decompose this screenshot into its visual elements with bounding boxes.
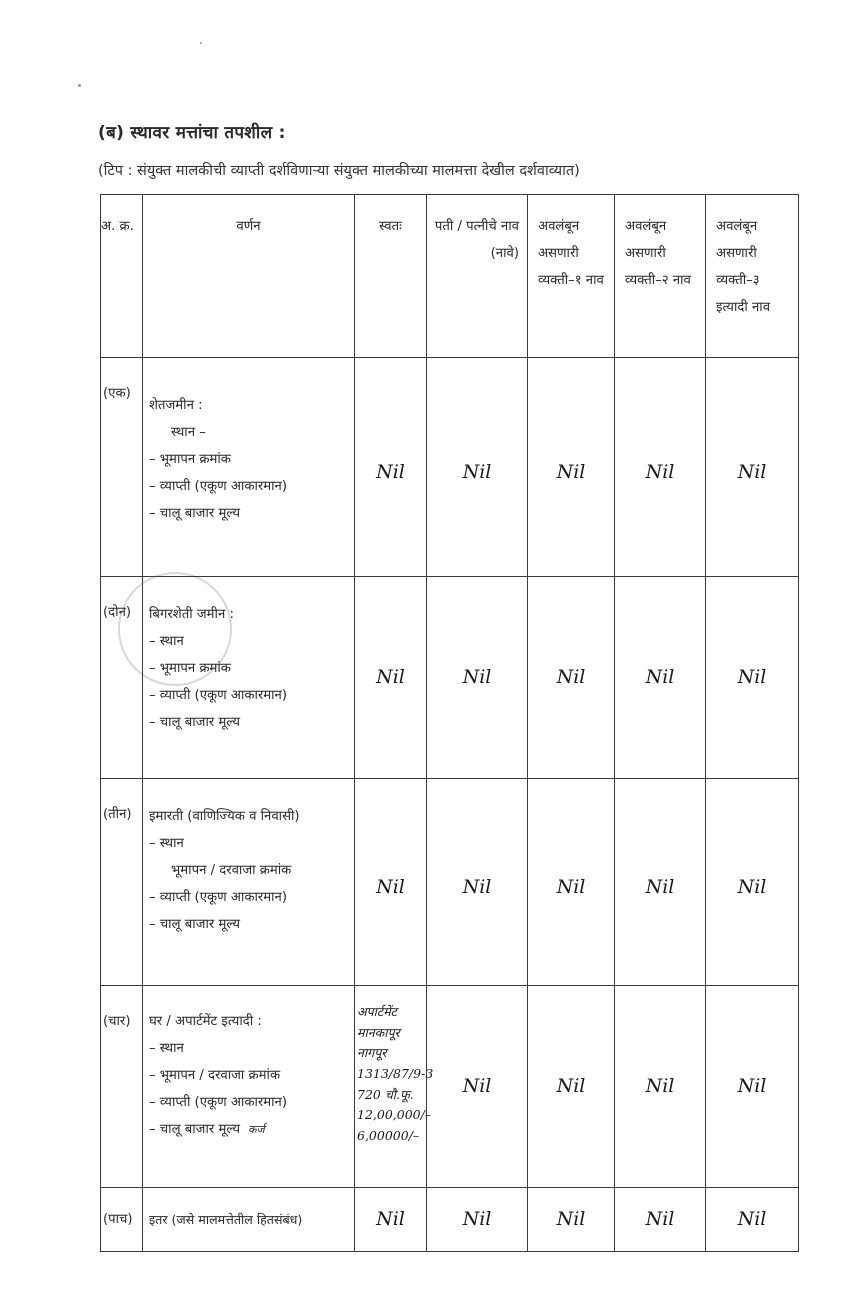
description-line: – व्याप्ती (एकूण आकारमान) [149, 479, 288, 495]
description-line: – चालू बाजार मूल्य [149, 917, 241, 933]
description-line: – चालू बाजार मूल्य [149, 506, 241, 522]
header-dependent-3: अवलंबून असणारी व्यक्ती–३ इत्यादी नाव [706, 195, 799, 358]
apartment-detail-line: नागपूर [357, 1045, 387, 1061]
immovable-assets-table [100, 194, 799, 1252]
dependent-2-value: Nil [615, 358, 706, 577]
spouse-value: Nil [427, 577, 528, 779]
description-line: – स्थान [149, 1041, 184, 1057]
dependent-3-value: Nil [706, 577, 799, 779]
description-line: इतर (जसे मालमत्तेतील हितसंबंध) [149, 1211, 303, 1227]
header-description: वर्णन [143, 195, 355, 358]
section-heading: (ब) स्थावर मत्तांचा तपशील : [98, 123, 286, 143]
header-sr: अ. क्र. [101, 195, 143, 358]
apartment-detail-line: अपार्टमेंट [357, 1004, 397, 1019]
apartment-detail-line: मानकापूर [357, 1024, 400, 1040]
row-description [143, 1188, 355, 1252]
spouse-value: Nil [427, 1188, 528, 1252]
spouse-value: Nil [427, 779, 528, 986]
table-row [101, 986, 799, 1188]
dependent-3-value: Nil [706, 986, 799, 1188]
table-header-row [101, 195, 799, 358]
apartment-detail-line: 12,00,000/– [357, 1107, 432, 1123]
apartment-detail-line: 1313/87/9-3 [357, 1065, 434, 1081]
table-row [101, 779, 799, 986]
dependent-2-value: Nil [615, 577, 706, 779]
dependent-1-value: Nil [528, 986, 615, 1188]
description-line: – व्याप्ती (एकूण आकारमान) [149, 1095, 288, 1111]
description-line: इमारती (वाणिज्यिक व निवासी) [149, 809, 300, 824]
description-line: – व्याप्ती (एकूण आकारमान) [149, 890, 288, 906]
dependent-2-value: Nil [615, 986, 706, 1188]
row-sr: (एक) [101, 358, 143, 577]
self-value: Nil [355, 779, 427, 986]
description-line: – व्याप्ती (एकूण आकारमान) [149, 688, 288, 704]
apartment-detail-line: 720 चौ.फू. [357, 1086, 414, 1102]
section-note: (टिप : संयुक्त मालकीची व्याप्ती दर्शविणाऱ्या संयुक्त मालकीच्या मालमत्ता देखील दर्शवाव्यात) [98, 163, 580, 179]
description-line: – चालू बाजार मूल्य [149, 715, 241, 731]
dependent-2-value: Nil [615, 1188, 706, 1252]
table-row [101, 358, 799, 577]
dependent-3-value: Nil [706, 358, 799, 577]
description-line: भूमापन / दरवाजा क्रमांक [171, 863, 292, 879]
row-sr: (तीन) [101, 779, 143, 986]
description-line: घर / अपार्टमेंट इत्यादी : [149, 1014, 262, 1029]
description-line: – स्थान [149, 836, 184, 852]
spouse-value: Nil [427, 358, 528, 577]
row-description [143, 358, 355, 577]
self-value: Nil [355, 577, 427, 779]
dependent-3-value: Nil [706, 1188, 799, 1252]
description-line: – भूमापन क्रमांक [149, 661, 231, 677]
description-line [149, 1116, 354, 1143]
row-sr: (चार) [101, 986, 143, 1188]
description-line: शेतजमीन : [149, 398, 203, 413]
table-row [101, 1188, 799, 1252]
spouse-value: Nil [427, 986, 528, 1188]
scan-speck [78, 84, 81, 87]
description-line-text: – चालू बाजार मूल्य [149, 1122, 241, 1138]
row-description [143, 577, 355, 779]
dependent-1-value: Nil [528, 577, 615, 779]
header-dependent-2: अवलंबून असणारी व्यक्ती–२ नाव [615, 195, 706, 358]
dependent-2-value: Nil [615, 779, 706, 986]
description-line: – भूमापन क्रमांक [149, 452, 231, 468]
apartment-detail-line: 6,00000/– [357, 1127, 420, 1143]
description-line: स्थान – [171, 425, 206, 441]
row-description [143, 779, 355, 986]
dependent-3-value: Nil [706, 779, 799, 986]
description-line: बिगरशेती जमीन : [149, 607, 234, 622]
dependent-1-value: Nil [528, 1188, 615, 1252]
row-sr: (दोन) [101, 577, 143, 779]
self-value: Nil [355, 1188, 427, 1252]
row-description [143, 986, 355, 1188]
table-row [101, 577, 799, 779]
header-dependent-1: अवलंबून असणारी व्यक्ती–१ नाव [528, 195, 615, 358]
handwritten-note: कर्ज [248, 1123, 265, 1137]
row-sr: (पाच) [101, 1188, 143, 1252]
dependent-1-value: Nil [528, 779, 615, 986]
description-line: – स्थान [149, 634, 184, 650]
dependent-1-value: Nil [528, 358, 615, 577]
header-spouse: पती / पत्नीचे नाव (नावे) [427, 195, 528, 358]
header-self: स्वतः [355, 195, 427, 358]
self-apartment-details [355, 986, 434, 1188]
self-value: Nil [355, 358, 427, 577]
description-line: – भूमापन / दरवाजा क्रमांक [149, 1068, 281, 1084]
scan-speck [200, 42, 202, 44]
